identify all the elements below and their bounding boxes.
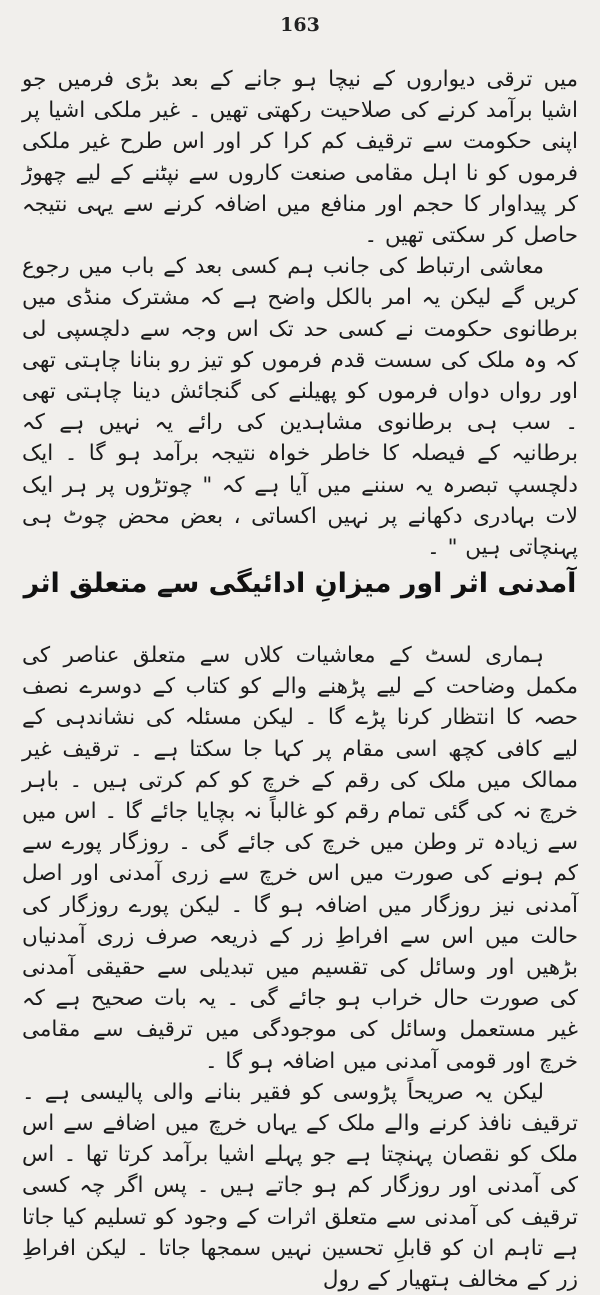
section-heading: آمدنی اثر اور میزانِ ادائیگی سے متعلق اثر — [23, 568, 577, 599]
paragraph-3: ہماری لسٹ کے معاشیات کلاں سے متعلق عناصر کی مکمل وضاحت کے لیے پڑھنے والے کو کتاب کے دوسرے نصف حصہ کا انتظار کرنا پڑے گا ۔ لیکن مسئلہ کی نشاندہی کے لیے کافی کچھ اسی مقام پر کہا جا سکتا ہے ۔ ترقیف غیر ممالک میں ملک کی رقم کے خرچ کو کم کرتی ہیں ۔ باہر خرچ نہ کی گئی تمام رقم کو غالباً نہ بچایا جائے گا ۔ اس میں سے زیادہ تر وطن میں خرچ کی جائے گی ۔ روزگار پورے سے کم ہونے کی صورت میں اس خرچ سے زری آمدنی اور اصل آمدنی نیز روزگار میں اضافہ ہو گا ۔ لیکن پورے روزگار کی حالت میں اس سے افراطِ زر کے ذریعہ صرف زری آمدنیاں بڑھیں اور وسائل کی تقسیم میں تبدیلی سے حقیقی آمدنی کی صورت حال خراب ہو جائے گی ۔ یہ بات صحیح ہے کہ غیر مستعمل وسائل کی موجودگی میں ترقیف سے مقامی خرچ اور قومی آمدنی میں اضافہ ہو گا ۔ — [22, 643, 578, 1074]
paragraph-2: معاشی ارتباط کی جانب ہم کسی بعد کے باب میں رجوع کریں گے لیکن یہ امر بالکل واضح ہے کہ مشترک منڈی میں برطانوی حکومت نے کسی حد تک اس وجہ سے دلچسپی لی کہ وہ ملک کی سست قدم فرموں کو تیز رو بنانا چاہتی تھی اور رواں دواں فرموں کو پھیلنے کی گنجائش دینا چاہتی تھی ۔ سب ہی برطانوی مشاہدین کی رائے یہ نہیں ہے کہ برطانیہ کے فیصلہ کا خاطر خواہ نتیجہ برآمد ہو گا ۔ ایک دلچسپ تبصرہ یہ سننے میں آیا ہے کہ " چوتڑوں پر ہر ایک لات بہادری دکھانے پر نہیں اکساتی ، بعض محض چوٹ ہی پہنچاتی ہیں " ۔ — [22, 254, 578, 561]
body-text-bottom — [22, 640, 578, 1295]
page-number: 163 — [280, 14, 320, 36]
body-text-top — [22, 64, 578, 563]
paragraph-1: میں ترقی دیواروں کے نیچا ہو جانے کے بعد بڑی فرمیں جو اشیا برآمد کرنے کی صلاحیت رکھتی تھیں ۔ غیر ملکی اشیا پر اپنی حکومت سے ترقیف کم کرا کر اور اس طرح غیر ملکی فرموں کو نا اہل مقامی صنعت کاروں سے نپٹنے کے لیے چھوڑ کر پیداوار کا حجم اور منافع میں اضافہ کرنے سے یہی نتیجہ حاصل کر سکتی تھیں ۔ — [22, 67, 578, 249]
paragraph-4: لیکن یہ صریحاً پڑوسی کو فقیر بنانے والی پالیسی ہے ۔ ترقیف نافذ کرنے والے ملک کے یہاں خرچ میں اضافے سے اس ملک کو نقصان پہنچتا ہے جو پہلے اشیا برآمد کرتا تھا ۔ اس کی آمدنی اور روزگار کم ہو جاتے ہیں ۔ پس اگر چہ کسی ترقیف کی آمدنی سے متعلق اثرات کے وجود کو تسلیم کیا جاتا ہے تاہم ان کو قابلِ تحسین نہیں سمجھا جاتا ۔ لیکن افراطِ زر کے مخالف ہتھیار کے رول — [22, 1079, 578, 1293]
